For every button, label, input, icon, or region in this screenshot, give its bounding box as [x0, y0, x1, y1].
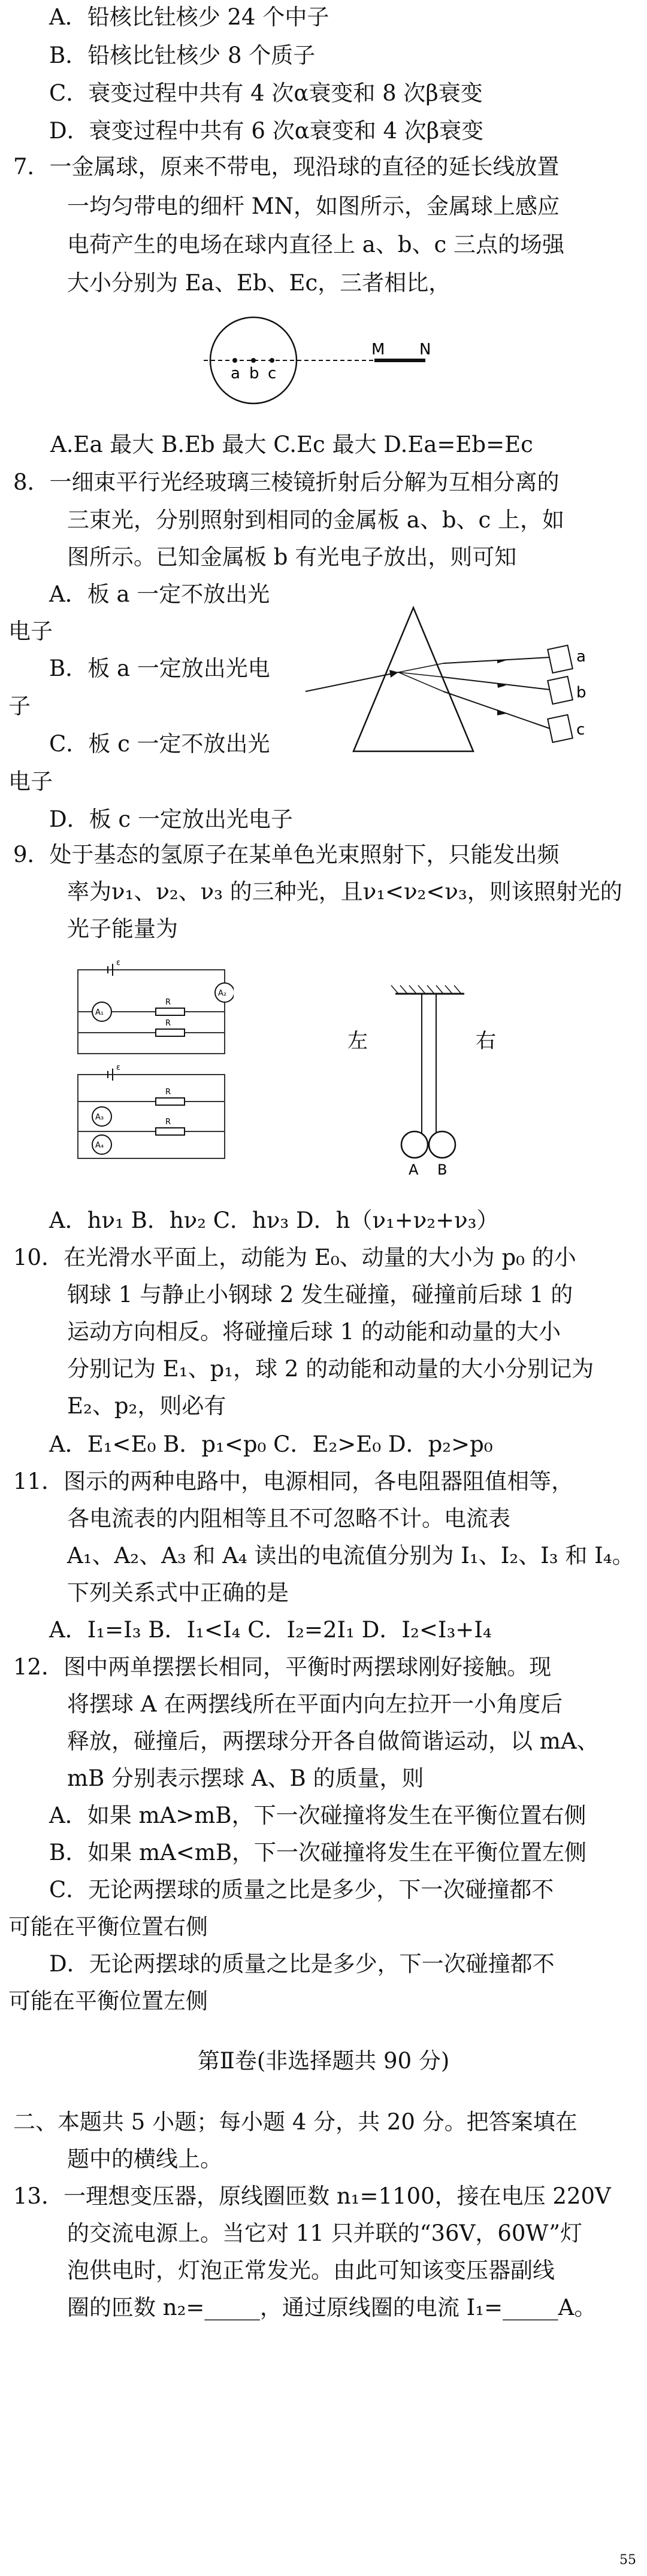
q9-stem-line1: 9．处于基态的氢原子在某单色光束照射下，只能发出频: [13, 842, 560, 867]
q11-circuit-figure: [66, 952, 234, 1167]
q8-option-b: B．板 a 一定放出光电: [49, 656, 270, 681]
q12-pendulum-figure: [324, 982, 515, 1185]
ammeter-a1-label: A₁: [95, 1008, 104, 1017]
label-plate-c: c: [576, 721, 585, 739]
q13-line3: 泡供电时，灯泡正常发光。由此可知该变压器副线: [67, 2258, 555, 2283]
q10-stem-line5: E₂、p₂，则必有: [67, 1393, 226, 1419]
incident-arrow: [389, 670, 398, 678]
svg-text:R: R: [165, 998, 171, 1007]
q12-option-d-cont: 可能在平衡位置左侧: [8, 1988, 208, 2014]
q13-line4: 圈的匝数 n₂=_____，通过原线圈的电流 I₁=_____A。: [67, 2295, 597, 2320]
q12-option-d: D．无论两摆球的质量之比是多少，下一次碰撞都不: [49, 1951, 555, 1977]
q11-stem-line2: 各电流表的内阻相等且不可忽略不计。电流表: [67, 1506, 510, 1531]
q6-option-a: A．铅核比钍核少 24 个中子: [49, 4, 329, 30]
label-a: a: [231, 365, 240, 383]
label-ball-b: B: [437, 1161, 448, 1178]
q8-option-b-cont: 子: [8, 693, 31, 719]
q12-option-b: B．如果 mA<mB，下一次碰撞将发生在平衡位置左侧: [49, 1840, 587, 1865]
resistor-2: [156, 1029, 185, 1036]
q10-stem-line1: 10．在光滑水平面上，动能为 E₀、动量的大小为 p₀ 的小: [13, 1245, 576, 1270]
q13-line1: 13．一理想变压器，原线圈匝数 n₁=1100，接在电压 220V: [13, 2183, 611, 2209]
ball-b: [429, 1131, 455, 1158]
q6-option-d: D．衰变过程中共有 6 次α衰变和 4 次β衰变: [49, 118, 484, 144]
q8-option-a: A．板 a 一定不放出光: [49, 581, 270, 607]
ammeter-a2-label: A₂: [218, 989, 227, 998]
q12-stem-line3: 释放，碰撞后，两摆球分开各自做简谐运动，以 mA、: [67, 1728, 599, 1754]
q8-stem-line2: 三束光，分别照射到相同的金属板 a、b、c 上，如: [67, 507, 564, 533]
point-c: [270, 358, 274, 363]
label-m: M: [371, 341, 385, 359]
q12-option-c: C．无论两摆球的质量之比是多少，下一次碰撞都不: [49, 1877, 554, 1903]
ball-a: [401, 1131, 428, 1158]
plate-a: [548, 645, 573, 673]
q9-options: A．hν₁ B．hν₂ C．hν₃ D．h（ν₁+ν₂+ν₃）: [49, 1207, 499, 1233]
q8-stem-line1: 8．一细束平行光经玻璃三棱镜折射后分解为互相分离的: [13, 469, 560, 495]
q7-stem-line4: 大小分别为 Ea、Eb、Ec，三者相比，: [67, 270, 451, 296]
battery-label-2: ε: [116, 1063, 121, 1072]
part2-title: 第Ⅱ卷(非选择题共 90 分): [197, 2048, 450, 2074]
resistor-1: [156, 1008, 185, 1015]
q8-option-a-cont: 电子: [8, 618, 53, 644]
q12-stem-line1: 12．图中两单摆摆长相同，平衡时两摆球刚好接触。现: [13, 1654, 552, 1680]
q11-stem-line4: 下列关系式中正确的是: [67, 1580, 289, 1606]
label-plate-b: b: [576, 684, 586, 702]
q13-line2: 的交流电源上。当它对 11 只并联的“36V，60W”灯: [67, 2220, 583, 2246]
incident-beam: [306, 672, 398, 691]
q7-stem-line1: 7．一金属球，原来不带电，现沿球的直径的延长线放置: [13, 154, 560, 180]
section2-line1: 二、本题共 5 小题；每小题 4 分，共 20 分。把答案填在: [13, 2109, 578, 2135]
beam-to-c: [443, 691, 550, 729]
q12-option-a: A．如果 mA>mB，下一次碰撞将发生在平衡位置右侧: [49, 1803, 586, 1828]
q11-stem-line1: 11．图示的两种电路中，电源相同，各电阻器阻值相等，: [13, 1468, 574, 1494]
svg-text:R: R: [165, 1019, 171, 1028]
point-b: [251, 358, 256, 363]
page-number: 55: [619, 2553, 636, 2568]
beam-to-b: [443, 677, 550, 690]
section2-line2: 题中的横线上。: [67, 2146, 222, 2172]
q12-stem-line4: mB 分别表示摆球 A、B 的质量，则: [67, 1765, 424, 1791]
q12-option-c-cont: 可能在平衡位置右侧: [8, 1914, 208, 1940]
q7-sphere-rod-figure: [198, 311, 461, 410]
label-b: b: [249, 365, 259, 383]
q9-stem-line2: 率为ν₁、ν₂、ν₃ 的三种光，且ν₁<ν₂<ν₃，则该照射光的: [67, 879, 622, 905]
q12-stem-line2: 将摆球 A 在两摆线所在平面内向左拉开一小角度后: [67, 1691, 563, 1717]
label-right: 右: [476, 1029, 496, 1053]
battery-label-1: ε: [116, 958, 121, 967]
resistor-4: [156, 1128, 185, 1135]
resistor-3: [156, 1098, 185, 1105]
label-n: N: [419, 341, 431, 359]
q8-option-d: D．板 c 一定放出光电子: [49, 806, 293, 832]
q8-option-c-cont: 电子: [8, 769, 53, 794]
q10-stem-line3: 运动方向相反。将碰撞后球 1 的动能和动量的大小: [67, 1319, 561, 1345]
q10-stem-line2: 钢球 1 与静止小钢球 2 发生碰撞，碰撞前后球 1 的: [67, 1282, 573, 1307]
plate-c: [548, 715, 573, 742]
ammeter-a3-label: A₃: [95, 1113, 104, 1122]
q11-options: A．I₁=I₃ B．I₁<I₄ C．I₂=2I₁ D．I₂<I₃+I₄: [49, 1617, 492, 1643]
plate-b: [548, 676, 573, 704]
q10-options: A．E₁<E₀ B．p₁<p₀ C．E₂>E₀ D．p₂>p₀: [49, 1431, 493, 1457]
q6-option-c: C．衰变过程中共有 4 次α衰变和 8 次β衰变: [49, 80, 483, 106]
label-plate-a: a: [576, 648, 586, 666]
svg-text:R: R: [165, 1088, 171, 1097]
ammeter-a4-label: A₄: [95, 1141, 104, 1150]
q7-stem-line3: 电荷产生的电场在球内直径上 a、b、c 三点的场强: [67, 232, 564, 257]
prism: [353, 608, 473, 751]
q7-options: A.Ea 最大 B.Eb 最大 C.Ec 最大 D.Ea=Eb=Ec: [50, 432, 533, 457]
point-a: [232, 358, 237, 363]
svg-text:R: R: [165, 1118, 171, 1127]
label-c: c: [268, 365, 277, 383]
q7-stem-line2: 一均匀带电的细杆 MN，如图所示，金属球上感应: [67, 193, 560, 219]
beam-to-a: [443, 657, 550, 663]
label-left: 左: [347, 1029, 368, 1053]
q8-prism-figure: [300, 602, 617, 775]
q11-stem-line3: A₁、A₂、A₃ 和 A₄ 读出的电流值分别为 I₁、I₂、I₃ 和 I₄。: [67, 1543, 634, 1568]
q8-option-c: C．板 c 一定不放出光: [49, 731, 270, 757]
q10-stem-line4: 分别记为 E₁、p₁，球 2 的动能和动量的大小分别记为: [67, 1356, 594, 1382]
q8-stem-line3: 图所示。已知金属板 b 有光电子放出，则可知: [67, 544, 517, 570]
q6-option-b: B．铅核比钍核少 8 个质子: [49, 43, 316, 68]
label-ball-a: A: [409, 1161, 419, 1178]
q9-stem-line3: 光子能量为: [67, 916, 178, 942]
